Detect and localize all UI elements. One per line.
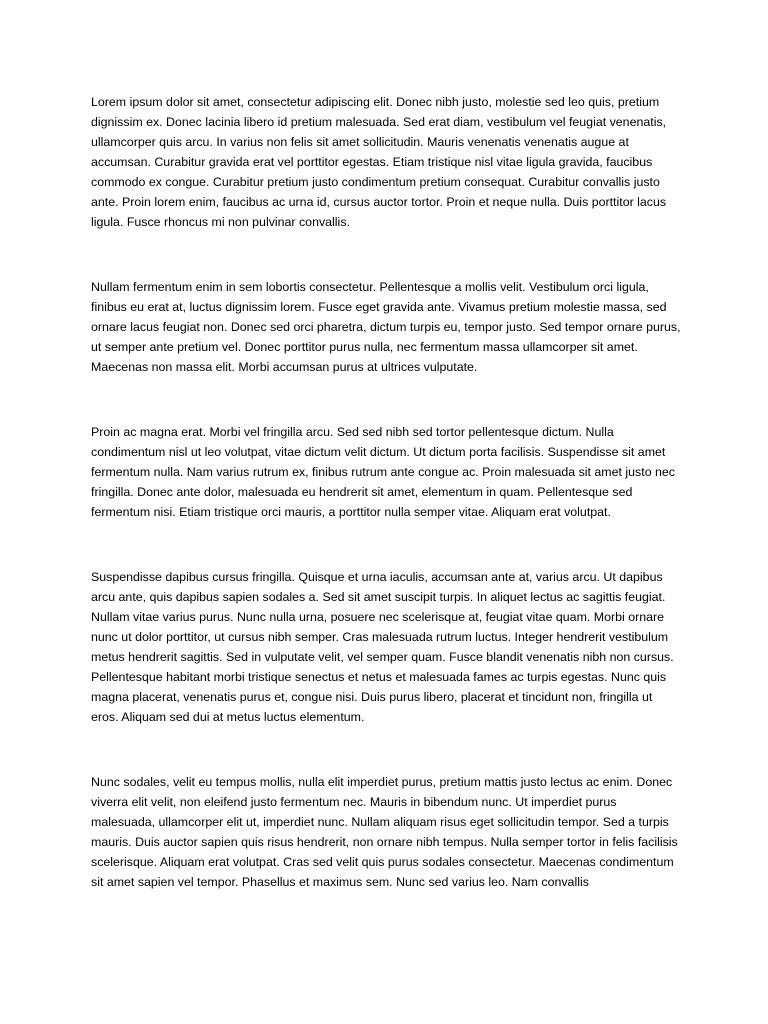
paragraph-4: Suspendisse dapibus cursus fringilla. Quisque et urna iaculis, accumsan ante at, varius arcu. Ut dapibus arcu ante, quis dapibus sapien sodales a. Sed sit amet suscipit turpis. In aliquet lectus ac sagittis feugiat. Nullam vitae varius purus. Nunc nulla urna, posuere nec scelerisque at, feugiat vitae quam. Morbi ornare nunc ut dolor porttitor, ut cursus nibh semper. Cras malesuada rutrum luctus. Integer hendrerit vestibulum metus hendrerit sagittis. Sed in vulputate velit, vel semper quam. Fusce blandit venenatis nibh non cursus. Pellentesque habitant morbi tristique senectus et netus et malesuada fames ac turpis egestas. Nunc quis magna placerat, venenatis purus et, congue nisi. Duis purus libero, placerat et tincidunt non, fringilla ut eros. Aliquam sed dui at metus luctus elementum. <box>91 570 674 724</box>
document-body <box>91 92 681 892</box>
paragraph-5: Nunc sodales, velit eu tempus mollis, nulla elit imperdiet purus, pretium mattis justo lectus ac enim. Donec viverra elit velit, non eleifend justo fermentum nec. Mauris in bibendum nunc. Ut imperdiet purus malesuada, ullamcorper elit ut, imperdiet nunc. Nullam aliquam risus eget sollicitudin tempor. Sed a turpis mauris. Duis auctor sapien quis risus hendrerit, non ornare nibh tempus. Nulla semper tortor in felis facilisis scelerisque. Aliquam erat volutpat. Cras sed velit quis purus sodales consectetur. Maecenas condimentum sit amet sapien vel tempor. Phasellus et maximus sem. Nunc sed varius leo. Nam convallis <box>91 775 678 889</box>
paragraph-3: Proin ac magna erat. Morbi vel fringilla arcu. Sed sed nibh sed tortor pellentesque dictum. Nulla condimentum nisl ut leo volutpat, vitae dictum velit dictum. Ut dictum porta facilisis. Suspendisse sit amet fermentum nulla. Nam varius rutrum ex, finibus rutrum ante congue ac. Proin malesuada sit amet justo nec fringilla. Donec ante dolor, malesuada eu hendrerit sit amet, elementum in quam. Pellentesque sed fermentum nisi. Etiam tristique orci mauris, a porttitor nulla semper vitae. Aliquam erat volutpat. <box>91 425 675 519</box>
paragraph-1: Lorem ipsum dolor sit amet, consectetur adipiscing elit. Donec nibh justo, molestie sed leo quis, pretium dignissim ex. Donec lacinia libero id pretium malesuada. Sed erat diam, vestibulum vel feugiat venenatis, ullamcorper quis arcu. In varius non felis sit amet sollicitudin. Mauris venenatis venenatis augue at accumsan. Curabitur gravida erat vel porttitor egestas. Etiam tristique nisl vitae ligula gravida, faucibus commodo ex congue. Curabitur pretium justo condimentum pretium consequat. Curabitur convallis justo ante. Proin lorem enim, faucibus ac urna id, cursus auctor tortor. Proin et neque nulla. Duis porttitor lacus ligula. Fusce rhoncus mi non pulvinar convallis. <box>91 95 667 229</box>
paragraph-2: Nullam fermentum enim in sem lobortis consectetur. Pellentesque a mollis velit. Vestibulum orci ligula, finibus eu erat at, luctus dignissim lorem. Fusce eget gravida ante. Vivamus pretium molestie massa, sed ornare lacus feugiat non. Donec sed orci pharetra, dictum turpis eu, tempor justo. Sed tempor ornare purus, ut semper ante pretium vel. Donec porttitor purus nulla, nec fermentum massa ullamcorper sit amet. Maecenas non massa elit. Morbi accumsan purus at ultrices vulputate. <box>91 280 681 374</box>
